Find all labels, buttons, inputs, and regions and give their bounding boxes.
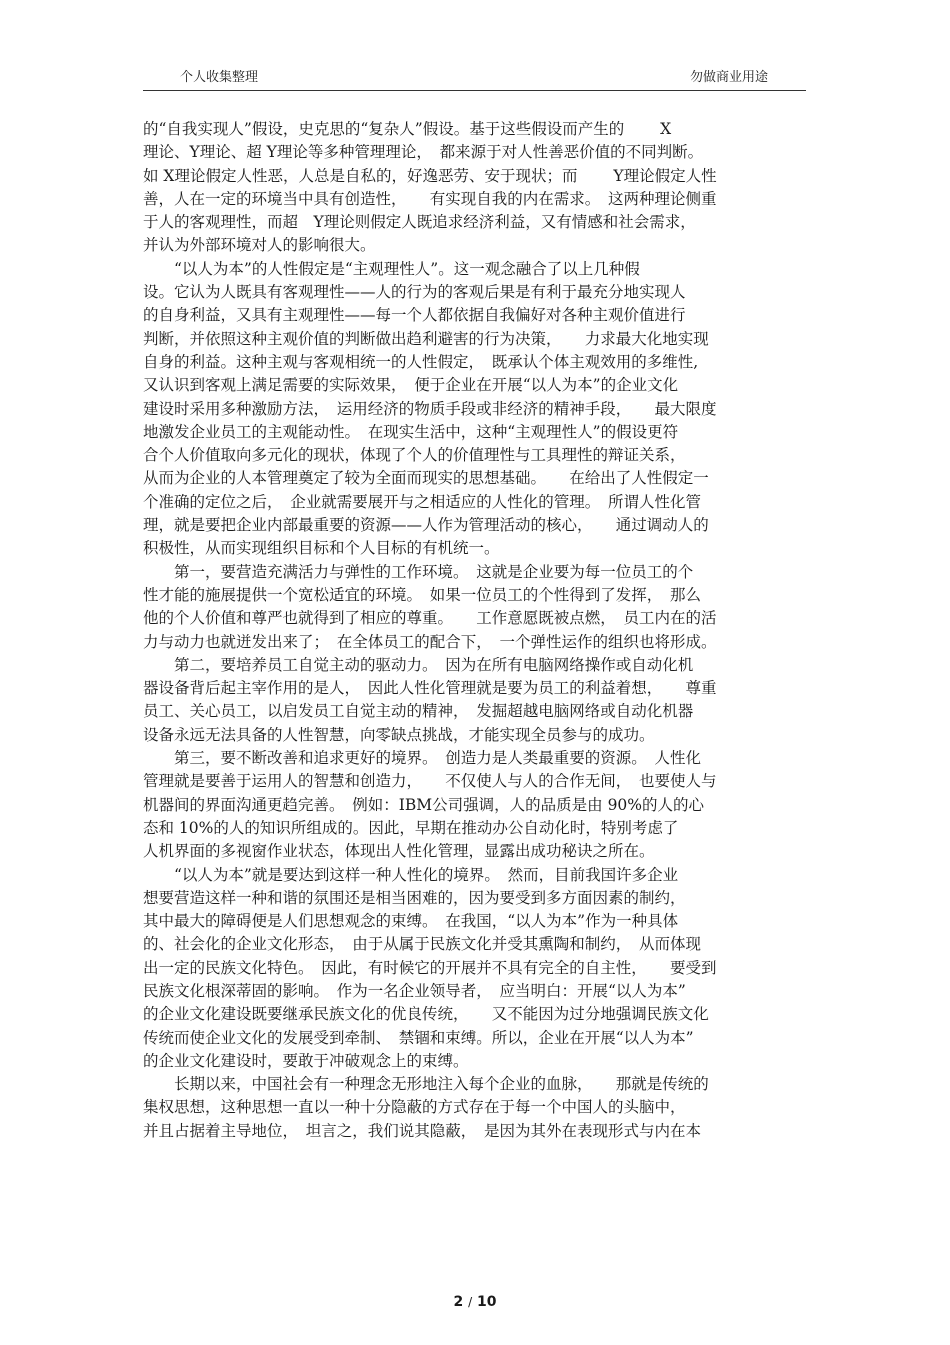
text-line: 出一定的民族文化特色。 因此，有时候它的开展并不具有完全的自主性， 要受到: [143, 958, 717, 977]
text-line: 传统而使企业文化的发展受到牵制、 禁锢和束缚。所以，企业在开展“以人为本”: [143, 1028, 694, 1047]
text-line: 又认识到客观上满足需要的实际效果， 便于企业在开展“以人为本”的企业文化: [143, 376, 679, 395]
text-line: 人机界面的多视窗作业状态，体现出人性化管理，显露出成功秘诀之所在。: [143, 842, 655, 861]
text-line: 如 X理论假定人性恶，人总是自私的，好逸恶劳、安于现状；而 Y理论假定人性: [143, 166, 717, 185]
page-number: [0, 1294, 950, 1310]
text-line: 想要营造这样一种和谐的氛围还是相当困难的，因为要受到多方面因素的制约，: [143, 888, 686, 907]
text-line: 的企业文化建设既要继承民族文化的优良传统， 又不能因为过分地强调民族文化: [143, 1005, 709, 1024]
text-line: 从而为企业的人本管理奠定了较为全面而现实的思想基础。 在给出了人性假定一: [143, 469, 709, 488]
text-line: 合个人价值取向多元化的现状，体现了个人的价值理性与工具理性的辩证关系，: [143, 446, 686, 465]
text-line: 的自身利益，又具有主观理性——每一个人都依据自我偏好对各种主观价值进行: [143, 306, 686, 325]
text-line: 力与动力也就迸发出来了； 在全体员工的配合下， 一个弹性运作的组织也将形成。: [143, 632, 717, 651]
text-line: 于人的客观理性，而超 Y理论则假定人既追求经济利益，又有情感和社会需求，: [143, 213, 696, 232]
text-line: 态和 10%的人的知识所组成的。因此，早期在推动办公自动化时，特别考虑了: [143, 818, 679, 837]
text-line: 的“自我实现人”假设，史克思的“复杂人”假设。基于这些假设而产生的 X: [143, 120, 672, 138]
text-line: 长期以来，中国社会有一种理念无形地注入每个企业的血脉， 那就是传统的: [143, 1075, 709, 1094]
text-line: 管理就是要善于运用人的智慧和创造力， 不仅使人与人的合作无间， 也要使人与: [143, 772, 717, 791]
text-line: 个准确的定位之后， 企业就需要展开与之相适应的人性化的管理。 所谓人性化管: [143, 492, 702, 511]
text-line: 的、社会化的企业文化形态， 由于从属于民族文化并受其熏陶和制约， 从而体现: [143, 935, 702, 954]
text-line: 设备永远无法具备的人性智慧，向零缺点挑战，才能实现全员参与的成功。: [143, 725, 655, 744]
text-line: 的企业文化建设时，要敢于冲破观念上的束缚。: [143, 1051, 469, 1070]
text-line: 并认为外部环境对人的影响很大。: [143, 236, 376, 255]
text-line: 善，人在一定的环境当中具有创造性， 有实现自我的内在需求。 这两种理论侧重: [143, 189, 717, 208]
page-total: 10: [477, 1294, 497, 1310]
text-line: 并且占据着主导地位， 坦言之，我们说其隐蔽， 是因为其外在表现形式与内在本: [143, 1121, 702, 1140]
text-line: 理，就是要把企业内部最重要的资源——人作为管理活动的核心， 通过调动人的: [143, 516, 709, 535]
header-divider: [143, 90, 806, 91]
text-line: 第三，要不断改善和追求更好的境界。 创造力是人类最重要的资源。 人性化: [143, 749, 702, 768]
text-line: 机器间的界面沟通更趋完善。 例如：IBM公司强调，人的品质是由 90%的人的心: [143, 795, 705, 814]
text-line: 第一，要营造充满活力与弹性的工作环境。 这就是企业要为每一位员工的个: [143, 562, 694, 581]
text-line: “以人为本”就是要达到这样一种人性化的境界。 然而，目前我国许多企业: [143, 865, 679, 884]
text-line: 器设备背后起主宰作用的是人， 因此人性化管理就是要为员工的利益着想， 尊重: [143, 679, 717, 698]
header-right-text: 勿做商业用途: [690, 70, 769, 85]
text-line: 积极性，从而实现组织目标和个人目标的有机统一。: [143, 539, 500, 558]
text-line: 其中最大的障碍便是人们思想观念的束缚。 在我国，“以人为本”作为一种具体: [143, 912, 679, 931]
text-line: 设。它认为人既具有客观理性——人的行为的客观后果是有利于最充分地实现人: [143, 283, 686, 302]
text-line: 判断，并依照这种主观价值的判断做出趋利避害的行为决策， 力求最大化地实现: [143, 329, 709, 348]
document-body: [143, 118, 806, 1143]
page-current: 2: [453, 1294, 464, 1310]
header-left-text: 个人收集整理: [180, 70, 259, 85]
text-line: 性才能的施展提供一个宽松适宜的环境。 如果一位员工的个性得到了发挥， 那么: [143, 585, 702, 604]
text-line: 集权思想，这种思想一直以一种十分隐蔽的方式存在于每一个中国人的头脑中，: [143, 1098, 686, 1117]
text-line: “以人为本”的人性假定是“主观理性人”。这一观念融合了以上几种假: [143, 259, 640, 278]
page-separator: /: [468, 1295, 473, 1309]
text-line: 理论、Y理论、超 Y理论等多种管理理论， 都来源于对人性善恶价值的不同判断。: [143, 143, 704, 162]
text-line: 民族文化根深蒂固的影响。 作为一名企业领导者， 应当明白：开展“以人为本”: [143, 981, 686, 1000]
text-line: 自身的利益。这种主观与客观相统一的人性假定， 既承认个体主观效用的多维性,: [143, 352, 699, 371]
text-line: 地激发企业员工的主观能动性。 在现实生活中，这种“主观理性人”的假设更符: [143, 422, 679, 441]
text-line: 他的个人价值和尊严也就得到了相应的尊重。 工作意愿既被点燃， 员工内在的活: [143, 609, 717, 628]
text-line: 员工、关心员工，以启发员工自觉主动的精神， 发掘超越电脑网络或自动化机器: [143, 702, 694, 721]
text-line: 建设时采用多种激励方法， 运用经济的物质手段或非经济的精神手段， 最大限度: [143, 399, 717, 418]
text-line: 第二，要培养员工自觉主动的驱动力。 因为在所有电脑网络操作或自动化机: [143, 655, 694, 674]
